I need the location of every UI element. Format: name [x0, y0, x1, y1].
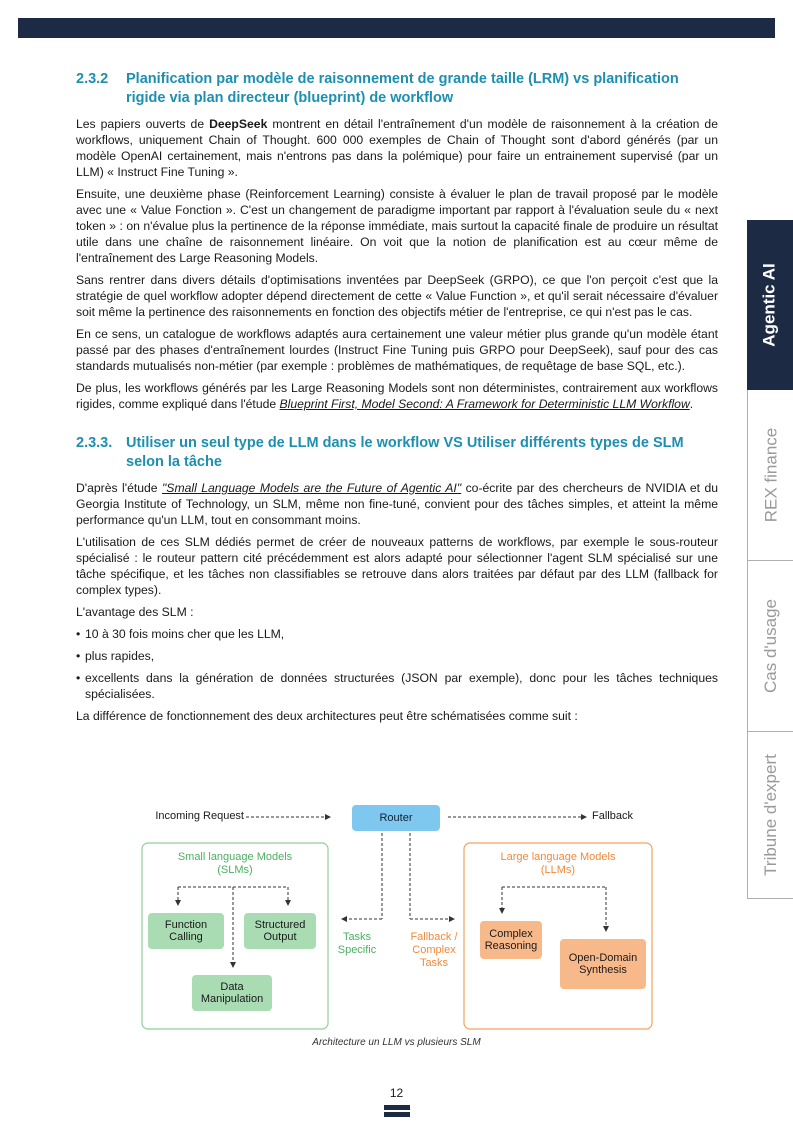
section-232-title: Planification par modèle de raisonnement de grande taille (LRM) vs planification rigide via plan directeur (blueprint) de workflow: [126, 71, 679, 106]
section-233-heading: [76, 434, 718, 472]
paragraph: Ensuite, une deuxième phase (Reinforcement Learning) consiste à évaluer le plan de travail proposé par le modèle avec une « Value Fonction ». C'est un changement de paradigme important par rapport à l'évaluation seule du « next token » : on n'évalue plus la pertinence de la réponse immédiate, mais surtout la capacité finale de produire un résultat utile dans une chaîne de raisonnement linéaire. On voit que la notion de planification est au cœur même de l'entraînement des Large Reasoning Models.: [76, 187, 718, 265]
paragraph: Sans rentrer dans divers détails d'optimisations inventées par DeepSeek (GRPO), ce que l'on perçoit c'est que la stratégie de quel workflow adopter dépend directement de cette « Value Function », et qu'il serait nécessaire d'évaluer soit même la pertinence des raisonnements en fonction des objectifs métier de l'entreprise, ce qui n'est pas le cas.: [76, 273, 718, 319]
tab-agentic-ai[interactable]: Agentic AI: [747, 220, 793, 390]
section-232-heading: [76, 70, 718, 108]
paragraph: Les papiers ouverts de DeepSeek montrent en détail l'entraînement d'un modèle de raisonnement à la création de workflows, uniquement Chain of Thought. 600 000 exemples de Chain of Thought sont d'abord générés (par un modèle OpenAI certainement, mais n'entrons pas dans la polémique) pour faire un entrainement supervisé (par un LLM) « Instruct Fine Tuning ».: [76, 117, 718, 179]
main-content: [76, 70, 718, 730]
page-number: 12: [389, 1086, 404, 1100]
fallback-label: Fallback: [592, 810, 633, 822]
paragraph: De plus, les workflows générés par les Large Reasoning Models sont non déterministes, contrairement aux workflows rigides, comme expliqué dans l'étude Blueprint First, Model Second: A Framework for Deterministic LLM Workflow.: [76, 381, 718, 411]
architecture-diagram: [140, 803, 660, 1035]
page-footer-mark: [384, 1105, 410, 1119]
paragraph: La différence de fonctionnement des deux architectures peut être schématisées comme suit :: [76, 709, 578, 723]
tasks-specific-label: Tasks Specific: [337, 931, 377, 956]
slm-paper-link[interactable]: "Small Language Models are the Future of Agentic AI": [161, 481, 462, 495]
list-item: • plus rapides,: [76, 649, 155, 663]
incoming-request-label: Incoming Request: [155, 810, 244, 822]
paragraph: D'après l'étude "Small Language Models are the Future of Agentic AI" co-écrite par des chercheurs de NVIDIA et du Georgia Institute of Technology, un SLM, même non fine-tuné, convient pour des tâches simples, et atteint la même performance qu'un LLM, tout en consommant moins.: [76, 481, 718, 527]
section-233-number: 2.3.3.: [76, 435, 113, 451]
tab-divider: [747, 898, 793, 899]
llm-title: Large language Models (LLMs): [500, 851, 616, 876]
router-node: Router: [352, 805, 440, 831]
slm-title: Small language Models (SLMs): [177, 851, 293, 876]
list-item: • 10 à 30 fois moins cher que les LLM,: [76, 627, 285, 641]
paragraph: L'avantage des SLM :: [76, 605, 194, 619]
section-233-title: Utiliser un seul type de LLM dans le workflow VS Utiliser différents types de SLM selon la tâche: [126, 435, 684, 470]
list-item: • excellents dans la génération de données structurées (JSON par exemple), donc pour les tâches techniques spécialisées.: [76, 671, 718, 701]
structured-output-node: Structured Output: [244, 913, 316, 949]
figure-caption: Architecture un LLM vs plusieurs SLM: [312, 1037, 481, 1048]
paragraph: L'utilisation de ces SLM dédiés permet de créer de nouveaux patterns de workflows, par exemple le sous-routeur spécialisé : le routeur pattern cité précédemment est alors adapté pour sélectionner l'agent SLM spécialisé sur une tâche spécifique, et les tâches non classifiables se retrouve dans alors traitées par défaut par des LLM (fallback for complex types).: [76, 535, 718, 597]
top-banner: [18, 18, 775, 38]
fallback-complex-label: Fallback / Complex Tasks: [410, 931, 458, 969]
function-calling-node: Function Calling: [148, 913, 224, 949]
tab-tribune-expert[interactable]: Tribune d'expert: [747, 732, 793, 898]
tab-rex-finance[interactable]: REX finance: [747, 390, 793, 560]
open-domain-node: Open-Domain Synthesis: [560, 939, 646, 989]
paragraph: En ce sens, un catalogue de workflows adaptés aura certainement une valeur métier plus grande qu'un modèle étant passé par des phases d'entraînement lourdes (Instruct Fine Tuning puis GRPO pour DeepSeek), sauf pour des cas standards mutualisés non-métier (par exemple : problèmes de mathématiques, de requêtage de base SQL, etc.).: [76, 327, 718, 373]
section-232-number: 2.3.2: [76, 71, 109, 87]
complex-reasoning-node: Complex Reasoning: [480, 921, 542, 959]
blueprint-first-link[interactable]: Blueprint First, Model Second: A Framework for Deterministic LLM Workflow: [279, 397, 690, 411]
data-manipulation-node: Data Manipulation: [192, 975, 272, 1011]
tab-cas-usage[interactable]: Cas d'usage: [747, 561, 793, 731]
